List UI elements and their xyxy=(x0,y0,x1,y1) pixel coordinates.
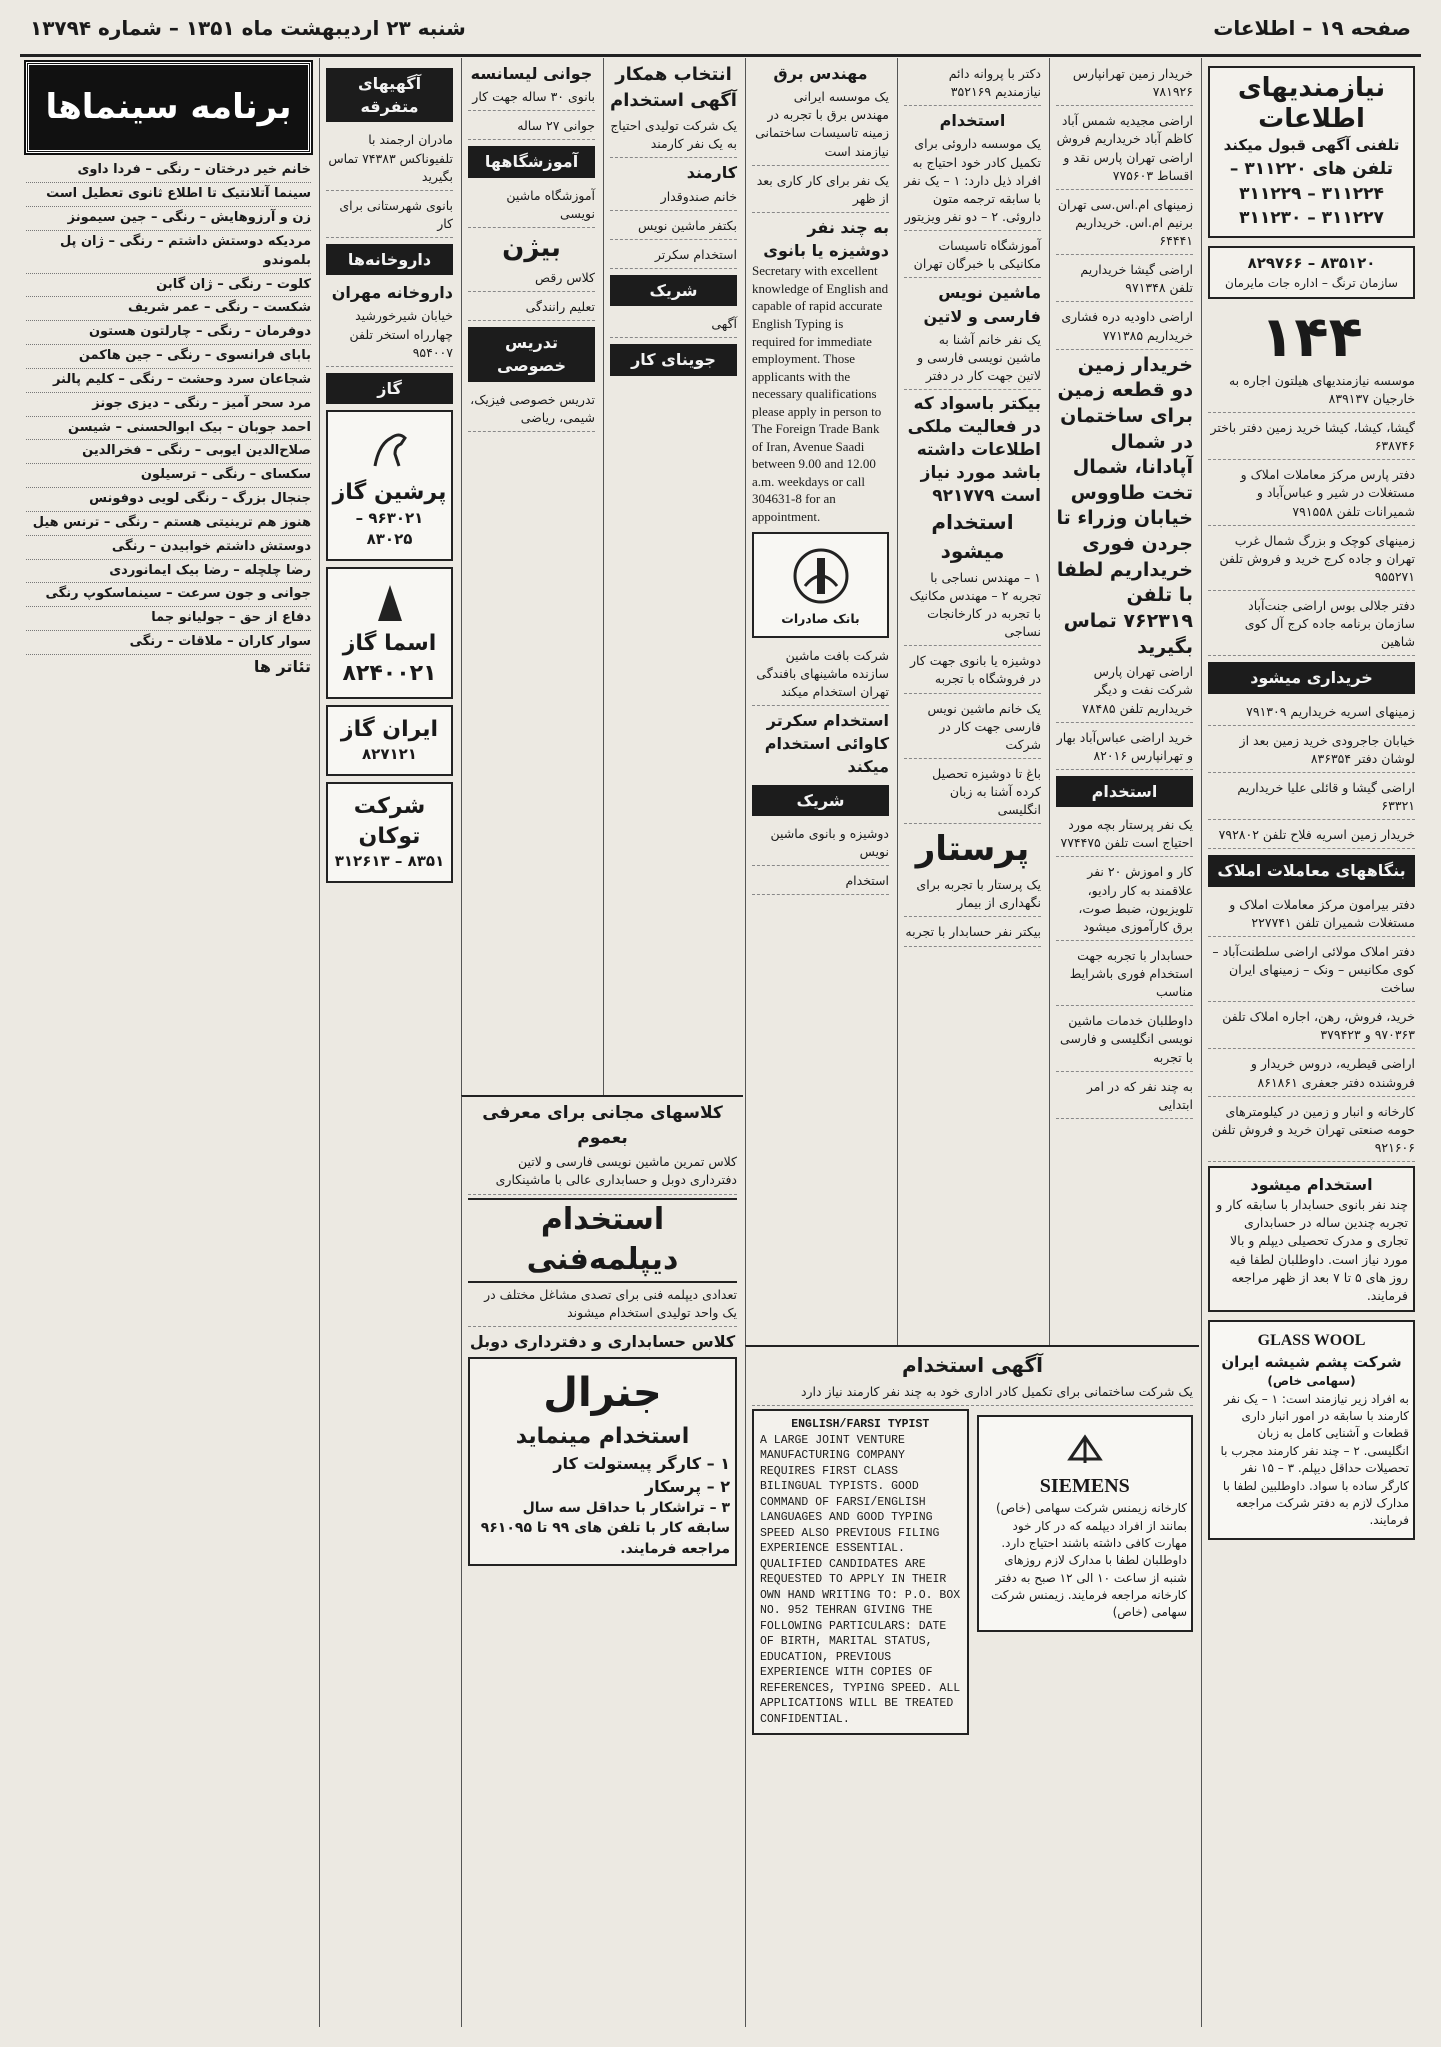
ad-heading: استخدام میشود xyxy=(931,509,1014,563)
glasswool-text: به افراد زیر نیازمند است: ۱ – یک نفر کارمند با سابقه در امور انبار داری قطعات و آشنایی کامل به زبان انگلیسی. ۲ – چند نفر کارمند مجرب با تحصیلات حداقل دیپلم. ۳ – ۱۵ نفر کارگر ساده با سواد. داوطلبین لطفا با مدارک لازم به دفتر شرکت مراجعه فرمایند. xyxy=(1220,1391,1409,1528)
classified-ad: اراضی داودیه دره فشاری خریداریم ۷۷۱۳۸۵ xyxy=(1056,305,1193,349)
classified-ad: استخدام xyxy=(752,869,889,895)
classified-ad: به چند نفر که در امر ابتدایی xyxy=(1056,1075,1193,1119)
classified-ad: زمینهای کوچک و بزرگ شمال غرب تهران و جاده کرج خرید و فروش تلفن ۹۵۵۲۷۱ xyxy=(1208,529,1415,591)
cinema-listing xyxy=(26,207,311,231)
classified-ad: زمینهای اسریه خریداریم ۷۹۱۳۰۹ xyxy=(1208,700,1415,726)
column-7 xyxy=(319,58,459,2027)
cinema-list xyxy=(26,159,311,655)
glasswool-logo: GLASS WOOL xyxy=(1257,1331,1366,1349)
classified-ad: اراضی مجیدیه شمس آباد کاظم آباد خریداریم فروش اراضی تهران پارس نقد و اقساط ۷۷۵۶۰۳ xyxy=(1056,109,1193,190)
classified-ad: اراضی گیشا و قائلی علیا خریداریم ۶۳۳۲۱ xyxy=(1208,776,1415,820)
classified-ad: دوشیزه یا بانوی جهت کار در فروشگاه با تجربه xyxy=(904,649,1041,693)
featured-ad: بیکتر باسواد که در فعالیت ملکی اطلاعات داشته باشد مورد نیاز است ۹۲۱۷۷۹ xyxy=(907,394,1041,506)
classified-ad: استخدام سکرتر xyxy=(610,243,737,269)
classified-ad: کارخانه و انبار و زمین در کیلومترهای حومه صنعتی تهران خرید و فروش تلفن ۹۲۱۶۰۶ xyxy=(1208,1100,1415,1162)
classified-ad: خریدار زمین اسریه فلاح تلفن ۷۹۲۸۰۲ xyxy=(1208,823,1415,849)
cinema-listing-title: سینما آتلانتیک تا اطلاع ثانوی تعطیل است xyxy=(46,186,311,202)
cinema-listing xyxy=(26,440,311,464)
general-item: ۲ – پرسکار xyxy=(644,1476,730,1496)
classified-ad: خیابان جاجرودی خرید زمین بعد از لوشان دفتر ۸۳۶۳۵۴ xyxy=(1208,729,1415,773)
section-heading: تدریس خصوصی xyxy=(468,327,595,381)
cinema-listing-title: سکسای – رنگی – ترسیلون xyxy=(140,467,311,483)
classified-ad: دفتر پارس مرکز معاملات املاک و مستغلات در شیر و عباس‌آباد و شمیرانات تلفن ۷۹۱۵۵۸ xyxy=(1208,463,1415,525)
column-1 xyxy=(1201,58,1421,2027)
classified-ad: دفتر بیرامون مرکز معاملات املاک و مستغلات شمیران تلفن ۲۲۷۷۴۱ xyxy=(1208,893,1415,937)
theaters-heading: تئاتر ها xyxy=(253,657,311,677)
cinema-listing xyxy=(26,321,311,345)
cinema-listing xyxy=(26,631,311,655)
glasswool-ad xyxy=(1208,1320,1415,1540)
section-heading: جوینای کار xyxy=(610,344,737,375)
gas-brand: شرکت توکان xyxy=(353,793,426,849)
cinema-listing-title: دوفرمان – رنگی – چارلتون هستون xyxy=(88,324,311,340)
bank-name: بانک صادرات xyxy=(781,610,860,626)
classified-ad: کار و اموزش ۲۰ نفر علاقمند به کار رادیو، تلویزیون، ضبط صوت، برق کارآموزی میشود xyxy=(1056,860,1193,941)
classified-ad: حسابدار با تجربه جهت استخدام فوری باشرایط مناسب xyxy=(1056,944,1193,1006)
agency-name: سازمان ترنگ – اداره جات مایرمان xyxy=(1225,275,1398,290)
cinema-title: برنامه سینماها xyxy=(26,62,311,153)
cinema-listing-title: جنجال بزرگ – رنگی لویی دوفونس xyxy=(89,491,311,507)
column-8-cinema xyxy=(20,58,317,2027)
classified-ad: خیابان شیرخورشید چهارراه استخر تلفن ۹۵۴۰۰۷ xyxy=(326,304,453,366)
issue-date: شنبه ۲۳ اردیبهشت ماه ۱۳۵۱ – شماره ۱۳۷۹۴ xyxy=(30,16,466,40)
section-heading: آگهیهای متفرقه xyxy=(326,68,453,122)
english-ad: Secretary with excellent knowledge of English and capable of rapid accurate English Typing is required for immediate employment. Those applicants with the necessary qualifications please apply in person to The Foreign Trade Bank of Iran, Avenue Saadi between 9.00 and 12.00 a.m. weekdays or call 304631-8 for an appointment. xyxy=(752,263,889,524)
cinema-listing-title: دفاع از حق – جولیانو جما xyxy=(151,610,311,626)
diploma-heading: استخدام دیپلمه‌فنی xyxy=(468,1198,737,1283)
wide-block-english xyxy=(745,1345,1199,2027)
gas-phone: ۸۲۴۰۰۲۱ xyxy=(342,660,437,686)
hiring-text: چند نفر بانوی حسابدار با سابقه کار و تجربه چندین ساله در حسابداری تجاری و مدرک تحصیلی دیپلم و بالا مورد نیاز است. داوطلبان لطفا فیه روز های ۵ تا ۷ بعد از ظهر مراجعه فرمایند. xyxy=(1216,1197,1408,1303)
classified-ad: اراضی تهران پارس شرکت نفت و دیگر خریداریم تلفن ۷۸۴۸۵ xyxy=(1056,660,1193,722)
classified-ad: یک نفر پرستار بچه مورد احتیاج است تلفن ۷۷۴۴۷۵ xyxy=(1056,813,1193,857)
english-typist-ad xyxy=(752,1409,969,1735)
cinema-listing-title: جوانی و جون سرعت – سینماسکوپ رنگی xyxy=(45,586,311,602)
classified-ad: مادران ارجمند با تلفیوناکس ۷۴۳۸۳ تماس بگیرید xyxy=(326,128,453,190)
general-logo: جنرال xyxy=(543,1369,662,1416)
classified-ad: تعدادی دیپلمه فنی برای تصدی مشاغل مختلف در یک واحد تولیدی استخدام میشوند xyxy=(468,1283,737,1327)
classified-ad: اراضی قیطریه، دروس خریدار و فروشنده دفتر جعفری ۸۶۱۸۶۱ xyxy=(1208,1052,1415,1096)
ad-heading: آگهی استخدام xyxy=(610,90,737,112)
classified-ad: تعلیم رانندگی xyxy=(468,295,595,321)
classified-ad: باغ تا دوشیزه تحصیل کرده آشنا به زبان انگلیسی xyxy=(904,762,1041,824)
classified-ad: شرکت بافت ماشین سازنده ماشینهای بافندگی تهران استخدام میکند xyxy=(752,644,889,706)
big-number: ۱۴۴ xyxy=(1260,305,1363,371)
section-heading: خریداری میشود xyxy=(1208,662,1415,693)
classified-ad: خرید، فروش، رهن، اجاره املاک تلفن ۹۷۰۳۶۳ و ۳۷۹۴۲۳ xyxy=(1208,1005,1415,1049)
cinema-listing xyxy=(26,583,311,607)
cinema-listing-title: سوار کاران – ملاقات – رنگی xyxy=(129,634,311,650)
cinema-listing xyxy=(26,560,311,584)
flame-icon xyxy=(370,581,410,625)
pharmacy-name: داروخانه مهران xyxy=(331,283,453,303)
ad-heading: آگهی استخدام xyxy=(901,1353,1044,1377)
section-heading: آموزشگاهها xyxy=(468,146,595,177)
hiring-title: استخدام میشود xyxy=(1250,1175,1373,1195)
classified-ad: گیشا، کیشا، کیشا خرید زمین دفتر باختر ۶۳۸۷۴۶ xyxy=(1208,416,1415,460)
bank-logo xyxy=(752,532,889,638)
ad-heading: کارمند xyxy=(686,163,737,183)
section-heading: داروخانه‌ها xyxy=(326,244,453,275)
cinema-listing-title: شجاعان سرد وحشت – رنگی – کلیم پالنر xyxy=(52,371,311,387)
classified-ad: آگهی xyxy=(610,312,737,338)
gas-brand: ایران گاز xyxy=(340,716,439,742)
general-ad xyxy=(468,1357,737,1566)
classified-ad: بیکتر نفر حسابدار با تجربه xyxy=(904,920,1041,946)
cinema-listing-title: بابای فرانسوی – رنگی – جین هاکمن xyxy=(78,348,311,364)
classified-ad: خرید اراضی عباس‌آباد بهار و تهرانپارس ۸۲۰۱۶ xyxy=(1056,726,1193,770)
cinema-listing-title: هنوز هم ترینیتی هستم – رنگی – ترنس هیل xyxy=(32,514,311,530)
classified-ad: داوطلبان خدمات ماشین نویسی انگلیسی و فارسی با تجربه xyxy=(1056,1009,1193,1071)
section-heading: گاز xyxy=(326,373,453,404)
classifieds-title: نیازمندیهای اطلاعات xyxy=(1237,73,1386,135)
english-typist-text: A LARGE JOINT VENTURE MANUFACTURING COMPANY REQUIRES FIRST CLASS BILINGUAL TYPISTS. GOOD COMMAND OF FARSI/ENGLISH LANGUAGES AND GOOD TYPING SPEED ALSO PREVIOUS FILING EXPERIENCE ESSENTIAL. QUALIFIED CANDIDATES ARE REQUESTED TO APPLY IN THEIR OWN HAND WRITING TO: P.O. BOX NO. 952 TEHRAN GIVING THE FOLLOWING PARTICULARS: DATE OF BIRTH, MARITAL STATUS, EDUCATION, PREVIOUS EXPERIENCE WITH COPIES OF REFERENCES, TYPING SPEED. ALL APPLICATIONS WILL BE TREATED CONFIDENTIAL. xyxy=(760,1433,961,1726)
cinema-listing-title: مرد سحر آمیز – رنگی – دیزی جونز xyxy=(92,395,311,411)
classified-ad: دفتر جلالی بوس اراضی جنت‌آباد سازمان برنامه جاده کرج آل کوی شاهین xyxy=(1208,594,1415,656)
cinema-listing-title: مردیکه دوستش داشتم – رنگی – ژان پل بلموندو xyxy=(59,233,311,268)
general-item: ۳ – تراشکار با حداقل سه سال سابقه کار با تلفن های ۹۹ تا ۹۶۱۰۹۵ مراجعه فرمایند. xyxy=(480,1500,730,1557)
agency-box xyxy=(1208,246,1415,299)
gas-phone: ۹۶۳۰۲۱ – ۸۳۰۲۵ xyxy=(355,508,424,549)
classified-ad: یک خانم ماشین نویس فارسی جهت کار در شرکت xyxy=(904,697,1041,759)
hiring-box xyxy=(1208,1166,1415,1312)
cinema-listing xyxy=(26,183,311,207)
gas-phone: ۸۳۵۱ – ۳۱۲۶۱۳ xyxy=(334,852,445,871)
classified-ad: یک شرکت ساختمانی برای تکمیل کادر اداری خود به چند نفر کارمند نیاز دارد xyxy=(752,1380,1193,1406)
classified-ad: بانوی شهرستانی برای کار xyxy=(326,194,453,238)
nurse-heading: پرستار xyxy=(915,829,1030,870)
classified-ad: آموزشگاه ماشین نویسی xyxy=(468,184,595,228)
gas-phone: ۸۲۷۱۲۱ xyxy=(362,745,417,764)
cinema-listing-title: دوستش داشتم خوابیدن – رنگی xyxy=(111,538,311,554)
classifieds-phones-2: ۳۱۱۲۲۷ – ۳۱۱۲۳۰ xyxy=(1239,208,1384,229)
gas-ad xyxy=(326,705,453,776)
classifieds-subtitle: تلفنی آگهی قبول میکند xyxy=(1223,136,1400,155)
siemens-emblem-icon xyxy=(1060,1429,1110,1469)
siemens-ad xyxy=(977,1409,1194,1735)
page-header xyxy=(20,8,1421,57)
gas-brand: اسما گاز xyxy=(342,631,437,657)
classified-ad: یک پرستار با تجربه برای نگهداری از بیمار xyxy=(904,873,1041,917)
cinema-listing-title: زن و آرزوهایش – رنگی – جین سیمونز xyxy=(67,209,311,225)
ad-heading: انتخاب همکار xyxy=(615,64,732,85)
cinema-listing-title: صلاح‌الدین ایوبی – رنگی – فخرالدین xyxy=(82,443,311,459)
cinema-listing xyxy=(26,369,311,393)
cinema-listing xyxy=(26,345,311,369)
cinema-listing xyxy=(26,231,311,274)
free-classes-heading: کلاسهای مجانی برای معرفی بعموم xyxy=(482,1103,723,1148)
ad-heading: جوانی لیسانسه xyxy=(470,64,593,83)
ad-heading: کاوائی استخدام میکند xyxy=(764,734,889,777)
ad-heading: مهندس برق xyxy=(773,64,868,83)
classified-ad: یک نفر خانم آشنا به ماشین نویسی فارسی و لاتین جهت کار در دفتر xyxy=(904,328,1041,390)
classified-ad: یک شرکت تولیدی احتیاج به یک نفر کارمند xyxy=(610,114,737,158)
section-heading: شریک xyxy=(610,275,737,306)
classified-ad: موسسه نیازمندیهای هیلتون اجاره به خارجیان ۸۳۹۱۳۷ xyxy=(1208,369,1415,413)
classifieds-phones-1: تلفن های ۳۱۱۲۲۰ – ۳۱۱۲۲۴ – ۳۱۱۲۲۹ xyxy=(1229,159,1394,204)
siemens-logo: SIEMENS xyxy=(1039,1475,1130,1498)
general-item: ۱ – کارگر پیستولت کار xyxy=(553,1453,730,1473)
classified-ad: تدریس خصوصی فیزیک، شیمی، ریاضی xyxy=(468,388,595,432)
classified-ad: اراضی گیشا خریداریم تلفن ۹۷۱۳۴۸ xyxy=(1056,258,1193,302)
featured-ad: خریدار زمین دو قطعه زمین برای ساختمان در شمال آپادانا، شمال تخت طاووس خیابان وزراء تا جردن فوری خریداریم لطفا با تلفن ۷۶۲۳۱۹ تماس بگیرید xyxy=(1056,353,1193,658)
classified-ad: بکتفر ماشین نویس xyxy=(610,214,737,240)
cinema-listing-title: رضا چلچله – رضا بیک ایمانوردی xyxy=(109,562,311,578)
classified-ad: خانم صندوقدار xyxy=(610,185,737,211)
siemens-text: کارخانه زیمنس شرکت سهامی (خاص) بمانند از افراد دیپلمه که در کار خود مهارت کافی داشته باشند احتیاج دارد. داوطلبان لطفا با مدارک لازم روزهای شنبه از ساعت ۱۰ الی ۱۲ صبح به دفتر کارخانه مراجعه فرمایند. زیمنس شرکت سهامی (خاص) xyxy=(991,1501,1187,1620)
cinema-listing xyxy=(26,512,311,536)
general-subtitle: استخدام مینماید xyxy=(515,1423,690,1449)
classified-ad: خریدار زمین تهرانپارس ۷۸۱۹۲۶ xyxy=(1056,62,1193,106)
cinema-listing xyxy=(26,536,311,560)
gas-ad xyxy=(326,782,453,883)
section-heading: بنگاههای معاملات املاک xyxy=(1208,855,1415,886)
ad-heading: استخدام سکرتر xyxy=(766,711,889,731)
cinema-listing xyxy=(26,607,311,631)
cinema-listing-title: احمد جوبان – بیک ابوالحسنی – شیسن xyxy=(68,419,311,435)
ad-heading: کلاس حسابداری و دفترداری دوبل xyxy=(469,1331,736,1351)
glasswool-title: شرکت پشم شیشه ایران xyxy=(1221,1352,1402,1371)
classified-ad: یک نفر برای کار کاری بعد از ظهر xyxy=(752,169,889,213)
ad-heading: ماشین نویس فارسی و لاتین xyxy=(923,283,1041,326)
cinema-listing xyxy=(26,274,311,298)
section-heading: استخدام xyxy=(1056,776,1193,807)
gas-ad xyxy=(326,410,453,561)
classifieds-box xyxy=(1208,66,1415,238)
section-heading: شریک xyxy=(752,785,889,816)
classified-ad: یک موسسه داروئی برای تکمیل کادر خود احتیاج به افراد ذیل دارد: ۱ – یک نفر با سابقه ترجمه متون داروئی. ۲ – دو نفر ویزیتور xyxy=(904,132,1041,231)
horse-icon xyxy=(365,424,415,474)
classified-ad: دوشیزه و بانوی ماشین نویس xyxy=(752,822,889,866)
bank-emblem-icon xyxy=(791,546,851,606)
cinema-listing-title: شکست – رنگی – عمر شریف xyxy=(128,300,311,316)
cinema-listing-title: خانم خیر درختان – رنگی – فردا داوی xyxy=(77,162,311,178)
classified-ad: بانوی ۳۰ ساله جهت کار xyxy=(468,85,595,111)
cinema-listing xyxy=(26,393,311,417)
ad-heading: به چند نفر دوشیزه یا بانوی xyxy=(763,217,889,261)
classified-ad: دکتر با پروانه دائم نیازمندیم ۳۵۲۱۶۹ xyxy=(904,62,1041,106)
classified-ad: یک موسسه ایرانی مهندس برق با تجربه در زمینه تاسیسات ساختمانی نیازمند است xyxy=(752,85,889,166)
classified-ad: کلاس تمرین ماشین نویسی فارسی و لاتین دفترداری دوبل و حسابداری عالی با ماشینکاری xyxy=(468,1150,737,1194)
classified-ad: دفتر املاک مولائی اراضی سلطنت‌آباد – کوی مکانیس – ونک – زمینهای ایران ساخت xyxy=(1208,940,1415,1002)
gas-brand: پرشین گاز xyxy=(332,479,447,505)
cinema-listing xyxy=(26,159,311,183)
school-name: بیژن xyxy=(502,232,561,263)
classified-ad: زمینهای ام.اس.سی تهران برنیم ام.اس. خریداریم ۶۴۴۴۱ xyxy=(1056,193,1193,255)
cinema-listing xyxy=(26,417,311,441)
page-number: صفحه ۱۹ – اطلاعات xyxy=(1213,16,1411,40)
classified-ad: جوانی ۲۷ ساله xyxy=(468,114,595,140)
cinema-listing xyxy=(26,464,311,488)
gas-ad xyxy=(326,567,453,698)
cinema-listing xyxy=(26,488,311,512)
cinema-listing xyxy=(26,297,311,321)
glasswool-subtitle: (سهامی خاص) xyxy=(1267,1374,1356,1389)
cinema-listing-title: کلوت – رنگی – ژان گابن xyxy=(156,276,311,292)
wide-block xyxy=(461,1095,743,2027)
section-heading: استخدام xyxy=(939,111,1006,131)
english-typist-title: ENGLISH/FARSI TYPIST xyxy=(791,1418,930,1432)
classified-ad: آموزشگاه تاسیسات مکانیکی با خبرگان تهران xyxy=(904,234,1041,278)
classified-ad: ۱ – مهندس نساجی با تجربه ۲ – مهندس مکانیک با تجربه در کارخانجات نساجی xyxy=(904,566,1041,647)
agency-phone: ۸۳۵۱۲۰ – ۸۲۹۷۶۶ xyxy=(1247,254,1376,273)
classified-ad: کلاس رقص xyxy=(468,266,595,292)
